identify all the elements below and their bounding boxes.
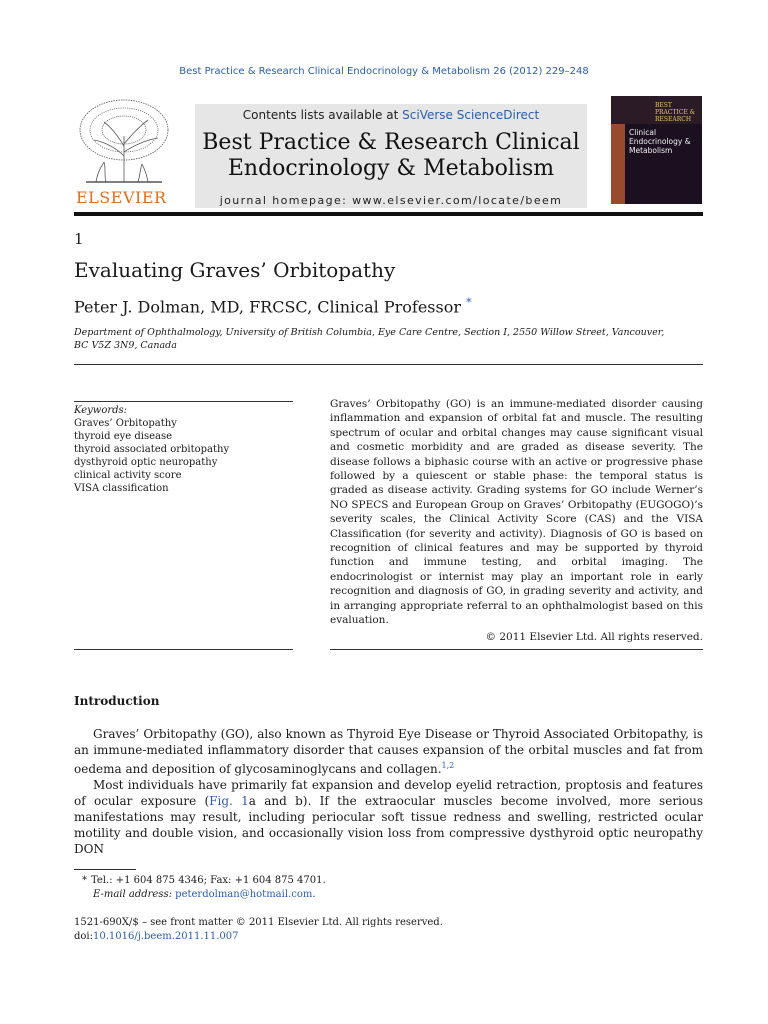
journal-cover-image: [611, 96, 702, 204]
journal-title-line1: Best Practice & Research Clinical: [202, 130, 580, 155]
masthead-divider: [74, 212, 703, 216]
intro-p2-text-a: Most individuals have primarily fat expansion and develop eyelid retraction, proptosis and features of ocular exposure (: [74, 778, 703, 808]
journal-title: [195, 130, 587, 182]
footnote-phone: Tel.: +1 604 875 4346; Fax: +1 604 875 4701.: [91, 875, 326, 886]
introduction-heading: Introduction: [74, 694, 160, 708]
journal-title-panel: [195, 104, 587, 208]
keyword-item: VISA classification: [74, 483, 169, 494]
footnote-divider: [74, 869, 136, 870]
footnote-contact: [74, 874, 703, 888]
doi-label: doi:: [74, 931, 93, 942]
contents-prefix: Contents lists available at: [242, 108, 403, 122]
email-period: .: [312, 889, 316, 900]
intro-p1-text: Graves’ Orbitopathy (GO), also known as Thyroid Eye Disease or Thyroid Associated Orbitopathy, is an immune-mediated inflammatory disorder that causes expansion of the orbital muscles and fat from oedema and deposition of glycosaminoglycans and collagen.: [74, 727, 703, 776]
email-link[interactable]: peterdolman@hotmail.com: [175, 889, 313, 900]
author-name: Peter J. Dolman, MD, FRCSC, Clinical Professor: [74, 297, 462, 317]
keywords-block: [74, 404, 293, 495]
keywords-top-rule: [74, 401, 293, 402]
article-number: 1: [74, 230, 84, 248]
journal-masthead: [74, 96, 703, 208]
abstract-text: Graves’ Orbitopathy (GO) is an immune-mediated disorder causing inflammation and expansion of orbital fat and muscle. The resulting spectrum of ocular and orbital changes may cause significant visual and cosmetic morbidity and are graded as disease severity. The disease follows a biphasic course with an active or progressive phase followed by a quiescent or stable phase: the temporal status is graded as disease activity. Grading systems for GO include Werner’s NO SPECS and European Group on Graves’ Orbitopathy (EUGOGO)’s severity scales, the Clinical Activity Score (CAS) and the VISA Classification (for severity and activity). Diagnosis of GO is based on recognition of clinical features and may be supported by thyroid function and immune testing, and orbital imaging. The endocrinologist or internist may play an important role in early recognition and diagnosis of GO, in grading severity and activity, and in arranging appropriate referral to an ophthalmologist based on this evaluation.: [330, 398, 703, 627]
doi-link[interactable]: 10.1016/j.beem.2011.11.007: [93, 931, 239, 942]
footnote-mark: *: [82, 875, 87, 886]
abstract-copyright: © 2011 Elsevier Ltd. All rights reserved.: [485, 630, 703, 643]
publication-meta: [74, 916, 703, 944]
journal-reference-link[interactable]: Best Practice & Research Clinical Endocrinology & Metabolism 26 (2012) 229–248: [179, 66, 589, 77]
journal-title-line2: Endocrinology & Metabolism: [227, 156, 555, 181]
author-affiliation: Department of Ophthalmology, University of British Columbia, Eye Care Centre, Section I, 2550 Willow Street, Vancouver, BC V5Z 3N9, Canada: [74, 327, 665, 351]
issn-line: 1521-690X/$ – see front matter © 2011 Elsevier Ltd. All rights reserved.: [74, 917, 443, 928]
article-title: Evaluating Graves’ Orbitopathy: [74, 258, 396, 282]
footnote-email-line: [74, 888, 703, 902]
abstract-bottom-rule: [330, 649, 703, 650]
tree-logo-icon: [74, 96, 174, 186]
keyword-item: clinical activity score: [74, 470, 182, 481]
header-divider: [74, 364, 703, 365]
introduction-body: [74, 726, 703, 857]
journal-homepage-link[interactable]: journal homepage: www.elsevier.com/locate/beem: [219, 194, 563, 207]
author-footnote: [74, 874, 703, 902]
keyword-item: Graves’ Orbitopathy: [74, 418, 177, 429]
doi-line: [74, 930, 703, 944]
author-line: [74, 296, 472, 316]
author-footnote-mark[interactable]: *: [466, 296, 472, 309]
figure-link[interactable]: Fig. 1: [209, 794, 249, 808]
abstract-block: [330, 397, 703, 644]
elsevier-tree-logo: [74, 96, 174, 208]
keyword-item: thyroid eye disease: [74, 431, 173, 442]
cover-series-label: BEST PRACTICE & RESEARCH: [655, 102, 696, 123]
reference-link[interactable]: 1,2: [441, 761, 455, 770]
intro-paragraph-2: [74, 777, 703, 857]
email-label: E-mail address:: [93, 889, 172, 900]
keyword-item: thyroid associated orbitopathy: [74, 444, 230, 455]
contents-availability: [195, 108, 587, 122]
keywords-title: Keywords:: [74, 405, 128, 416]
keywords-bottom-rule: [74, 649, 293, 650]
intro-paragraph-1: [74, 726, 703, 777]
sciverse-link[interactable]: SciVerse ScienceDirect: [402, 108, 540, 122]
elsevier-wordmark: ELSEVIER: [76, 188, 167, 207]
intro-p2-text-b: a and b). If the extraocular muscles become involved, more serious manifestations may result, including periocular soft tissue redness and swelling, restricted ocular motility and double vision, and occasionally vision loss from compressive dysthyroid optic neuropathy DON: [74, 794, 704, 856]
keyword-item: dysthyroid optic neuropathy: [74, 457, 218, 468]
cover-title: Clinical Endocrinology & Metabolism: [629, 128, 691, 155]
